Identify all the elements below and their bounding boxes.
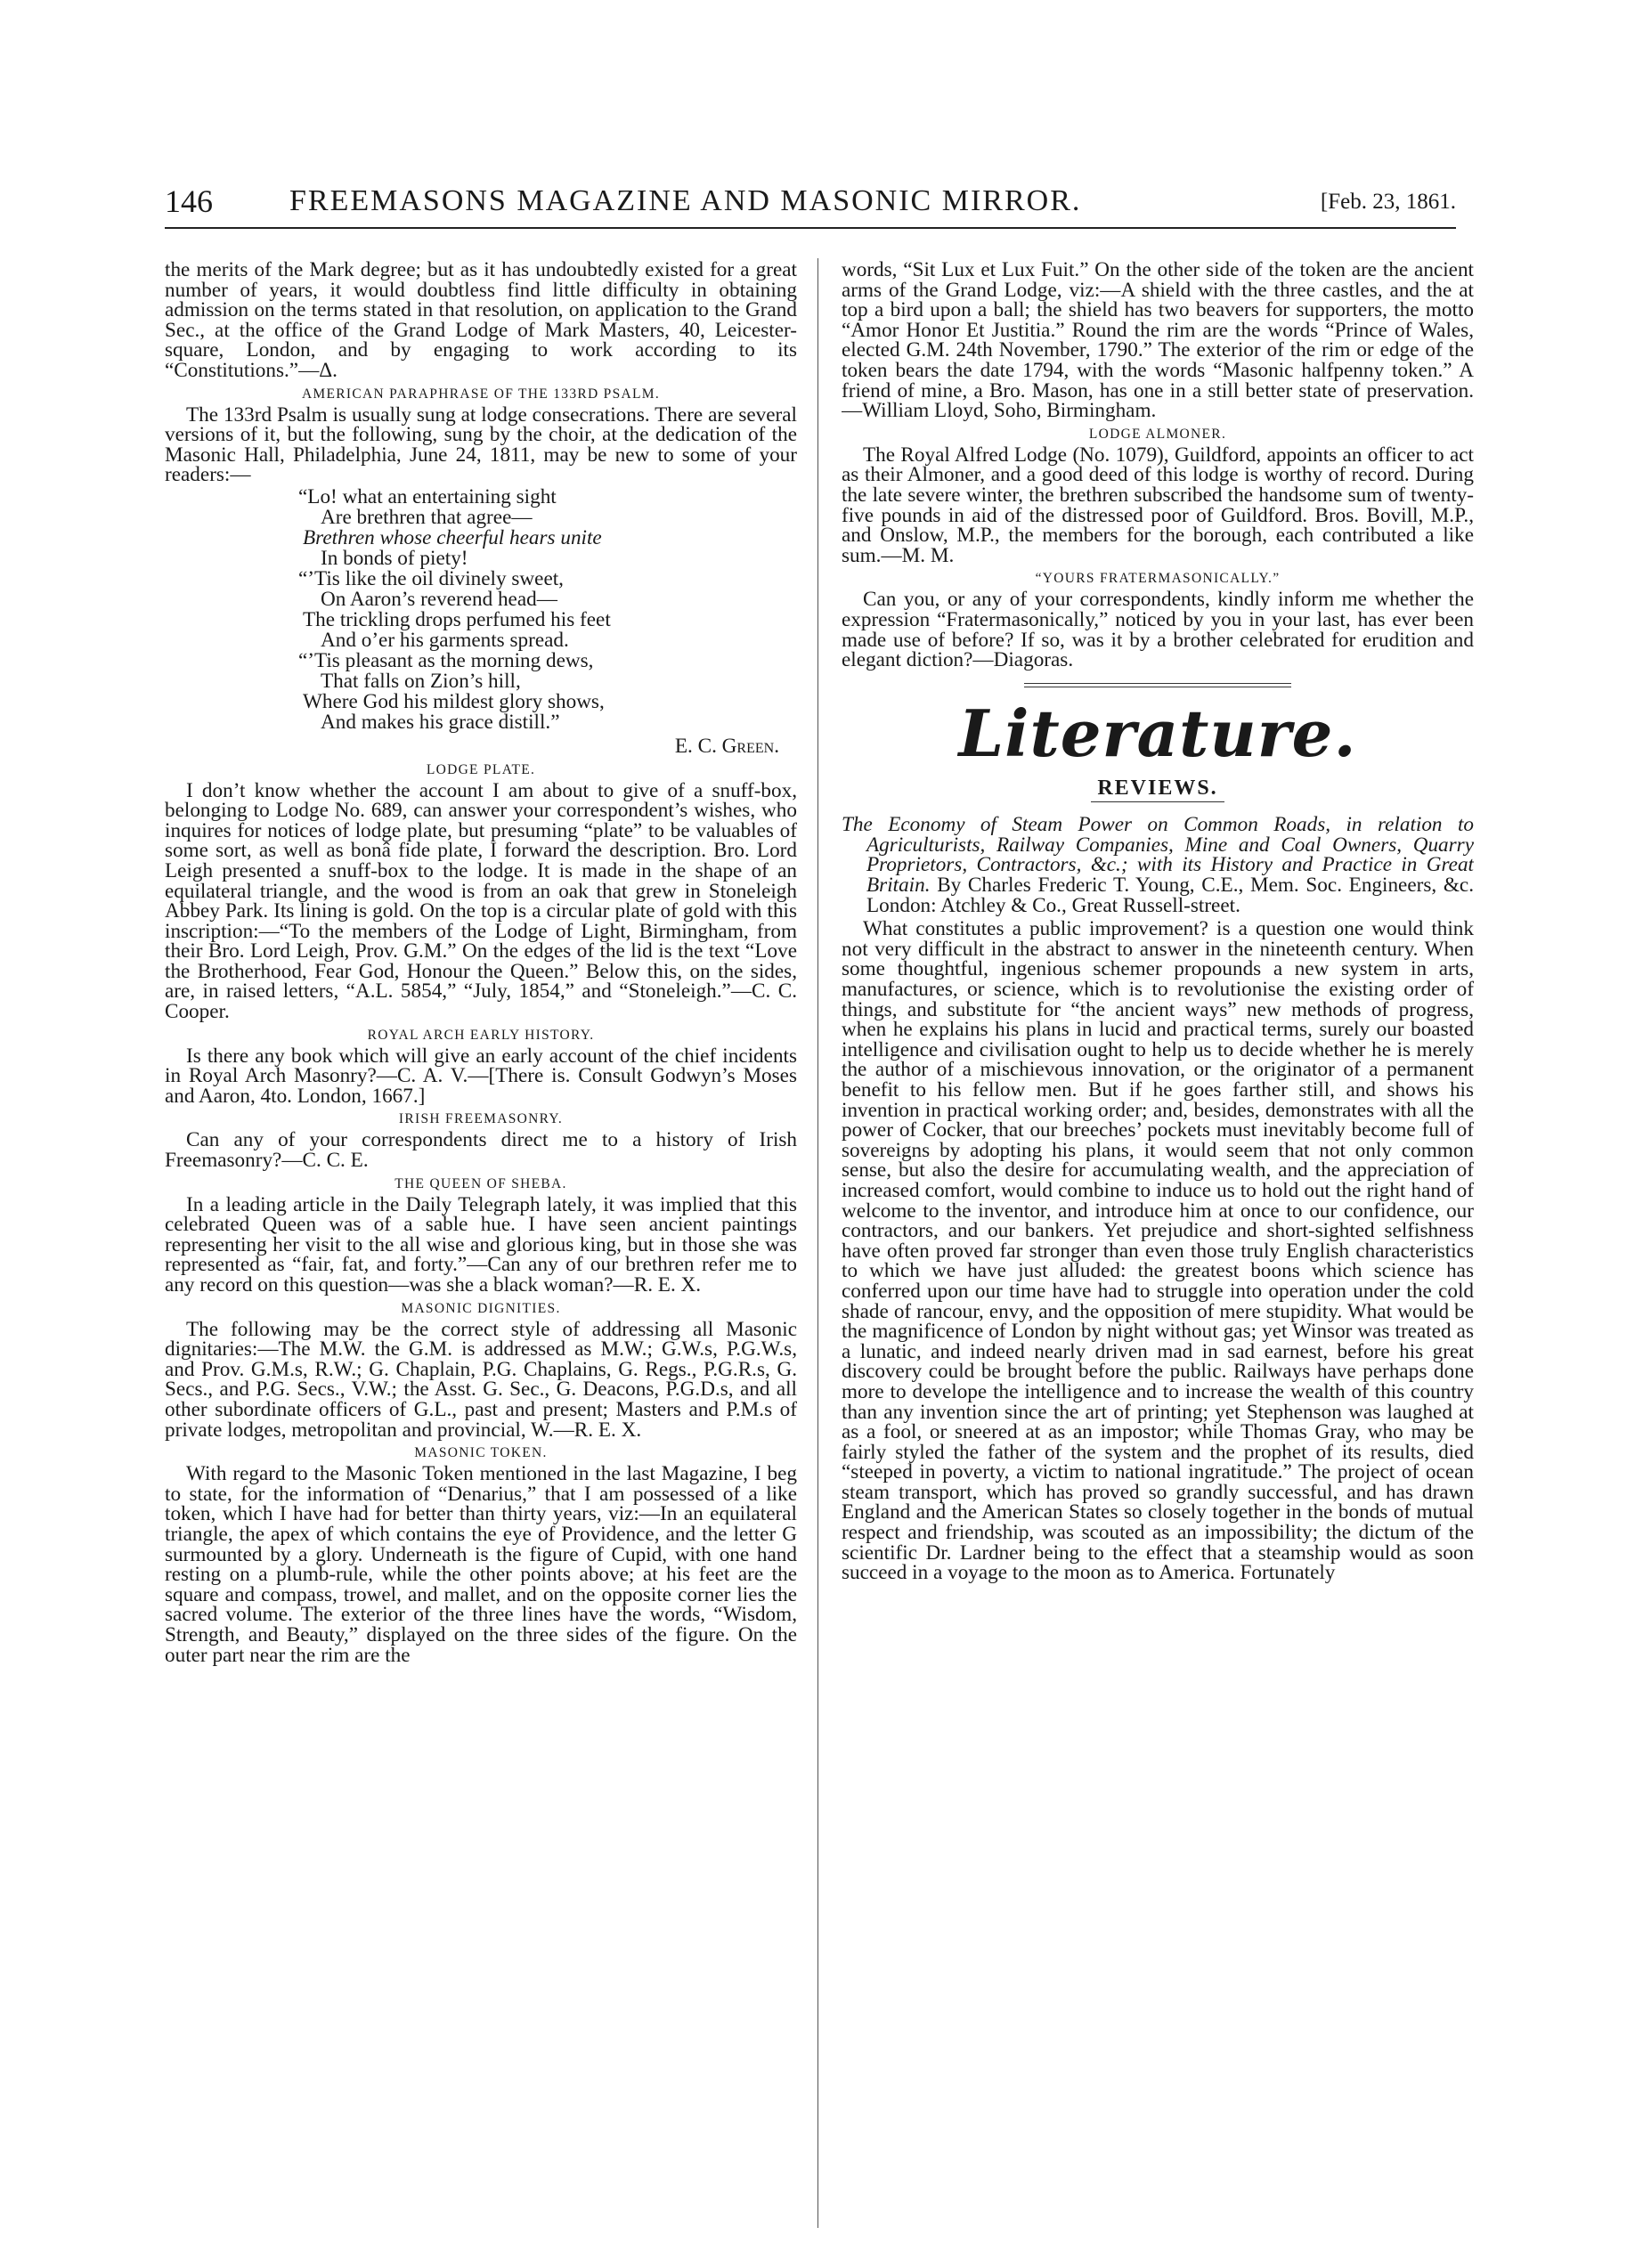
masonic-dignities-paragraph: The following may be the correct style of addressing all Masonic dignitaries:—The M.W. the G.M. is addressed as M.W.; G.W.s, P.G.W.s, and Prov. G.M.s, R.W.; G. Chaplain, P.G. Chaplains, G. Regs., P.G.R.s, G. Secs., and P.G. Secs., V.W.; the Asst. G. Sec., G. Deacons, P.G.D.s, and all other subordinate officers of G.L., past and present; Masters and P.M.s of private lodges, metropolitan and provincial, W.—R. E. X. <box>165 1317 797 1442</box>
psalm-verse <box>165 484 797 734</box>
column-divider <box>817 258 818 2228</box>
review-paragraph: What constitutes a public improvement? is a question one would think not very difficult in the abstract to answer in the nineteenth century. When some thoughtful, ingenious schemer propounds a new system in arts, manufactures, or science, which is to revolutionise the existing order of things, and substitute for “the ancient ways” new methods of progress, when he explains his plans in lucid and practical terms, surely our boasted intelligence and civilisation ought to help us to decide whether he is merely the author of a mischievous innovation, or the originator of a permanent benefit to his fellow men. But if he goes farther still, and shows his invention in practical working order; and, besides, demonstrates with all the power of Cocker, that our breeches’ pockets must inevitably become full of sovereigns by adopting his plans, it would seem that not only common sense, but also the desire for accumulating wealth, and the appreciation of increased comfort, would combine to induce us to hold out the right hand of welcome to the inventor, and introduce him at once to our confidence, our contractors, and our bankers. Yet prejudice and short-sighted selfishness have often proved far stronger than even those truly English characteristics to which we have just alluded: the greatest boons which science has conferred upon our time have had to struggle into operation under the cold shade of rancour, envy, and the opposition of mere stupidity. What would be the magnificence of London by night without gas; yet Winsor was treated as a lunatic, and indeed nearly driven mad in sad earnest, before his great discovery could be brought before the public. Railways have perhaps done more to develope the intelligence and to increase the wealth of this country than any invention since the art of printing; yet Stephenson was laughed at as a fool, or sneered at as an impostor; while Thomas Gray, who may be fairly styled the father of the system and the prophet of its results, died “steeped in poverty, a victim to national ingratitude.” The project of ocean steam transport, which has proved so grandly successful, and has drawn England and the American States so closely together in the bonds of mutual respect and friendship, was scouted as an impossibility; the dictum of the scientific Dr. Lardner being to the effect that a steamship would as soon succeed in a voyage to the moon as to America. Fortunately <box>842 917 1474 1585</box>
verse-line: Where God his mildest glory shows, <box>303 689 605 713</box>
verse-line: That falls on Zion’s hill, <box>321 669 521 693</box>
lodge-plate-heading: LODGE PLATE. <box>426 761 536 777</box>
verse-line: “Lo! what an entertaining sight <box>298 484 557 508</box>
page-number: 146 <box>165 183 213 219</box>
verse-line: On Aaron’s reverend head— <box>321 587 557 611</box>
lodge-plate-paragraph: I don’t know whether the account I am about to give of a snuff-box, belonging to Lodge No. 689, can answer your correspondent’s wishes, who inquires for notices of lodge plate, but presuming “plate” to be valuables of some sort, as well as bonâ fide plate, I forward the description. Bro. Lord Leigh presented a snuff-box to the lodge. It is made in the shape of an equilateral triangle, and the wood is from an oak that grew in Stoneleigh Abbey Park. Its lining is gold. On the top is a circular plate of gold with this inscription:—“To the members of the Lodge of Light, Birmingham, from their Bro. Lord Leigh, Prov. G.M.” On the edges of the lid is the text “Love the Brotherhood, Fear God, Honour the Queen.” Below this, on the sides, are, in raised letters, “A.L. 5854,” “July, 1854,” and “Stoneleigh.”—C. C. Cooper. <box>165 778 797 1024</box>
verse-line: Brethren whose cheerful hears unite <box>303 525 602 549</box>
verse-line: “’Tis pleasant as the morning dews, <box>298 648 594 672</box>
verse-line: And o’er his garments spread. <box>321 628 569 652</box>
section-rule <box>1024 683 1291 687</box>
lodge-almoner-paragraph: The Royal Alfred Lodge (No. 1079), Guildford, appoints an officer to act as their Almoner, and a good deed of this lodge is worthy of record. During the late severe winter, the brethren subscribed the handsome sum of twenty-five pounds in aid of the distressed poor of Guildford. Bros. Bovill, M.P., and Onslow, M.P., the members for the borough, each contributed a like sum.—M. M. <box>842 443 1474 567</box>
left-column <box>165 260 797 2228</box>
verse-line: “’Tis like the oil divinely sweet, <box>298 566 564 590</box>
literature-heading: Literature. <box>958 695 1357 771</box>
mark-degree-paragraph: the merits of the Mark degree; but as it has undoubtedly existed for a great number of years, it would doubtless find little difficulty in obtaining admission on the terms stated in that resolution, on application to the Grand Sec., at the office of the Grand Lodge of Mark Masters, 40, Leicester-square, London, and by engaging to work according to its “Constitutions.”—Δ. <box>165 260 797 382</box>
masonic-dignities-heading: MASONIC DIGNITIES. <box>401 1300 561 1316</box>
royal-arch-paragraph: Is there any book which will give an early account of the chief incidents in Royal Arch Masonry?—C. A. V.—[There is. Consult Godwyn’s Moses and Aaron, 4to. London, 1667.] <box>165 1044 797 1108</box>
psalm-signature: E. C. Green. <box>674 734 779 758</box>
queen-of-sheba-heading: THE QUEEN OF SHEBA. <box>394 1175 567 1191</box>
fratermasonically-paragraph: Can you, or any of your correspondents, kindly inform me whether the expression “Fratermasonically,” noticed by you in your last, has ever been made use of before? If so, was it by a brother celebrated for erudition and elegant diction?—Diagoras. <box>842 588 1474 672</box>
psalm-paragraph: The 133rd Psalm is usually sung at lodge consecrations. There are several versions of it, but the following, sung by the choir, at the dedication of the Masonic Hall, Philadelphia, June 24, 1811, may be new to some of your readers:— <box>165 402 797 487</box>
book-author: By Charles Frederic T. Young, C.E., Mem. Soc. Engineers, &c. London: Atchley & Co., Great Russell-street. <box>866 874 1474 917</box>
verse-line: In bonds of piety! <box>321 546 468 570</box>
book-title: The Economy of Steam Power on Common Roads, in relation to Agriculturists, Railway Companies, Mine and Coal Owners, Quarry Proprietors, Contractors, &c.; with its History and Practice in Great Britain. <box>842 813 1474 898</box>
verse-line: And makes his grace distill.” <box>321 710 560 734</box>
masonic-token-continued: words, “Sit Lux et Lux Fuit.” On the other side of the token are the ancient arms of the Grand Lodge, viz:—A shield with the three castles, and the at top a bird upon a ball; the shield has two beavers for supporters, the motto “Amor Honor Et Justitia.” Round the rim are the words “Prince of Wales, elected G.M. 24th November, 1790.” The exterior of the rim or edge of the token bears the date 1794, with the words “Masonic halfpenny token.” A friend of mine, a Bro. Mason, has one in a still better state of preservation.—William Lloyd, Soho, Birmingham. <box>842 260 1474 423</box>
masonic-token-heading: MASONIC TOKEN. <box>414 1445 548 1461</box>
lodge-almoner-heading: LODGE ALMONER. <box>1088 426 1227 442</box>
right-column <box>842 260 1474 2228</box>
verse-line: The trickling drops perfumed his feet <box>303 607 611 631</box>
psalm-heading: AMERICAN PARAPHRASE OF THE 133RD PSALM. <box>301 386 661 402</box>
reviews-rule <box>1091 801 1224 802</box>
fratermasonically-heading: “YOURS FRATERMASONICALLY.” <box>1035 571 1281 587</box>
book-citation <box>842 815 1474 915</box>
verse-line: Are brethren that agree— <box>321 505 533 529</box>
reviews-heading: REVIEWS. <box>1097 776 1218 800</box>
page-header <box>165 183 1456 229</box>
issue-date: [Feb. 23, 1861. <box>1320 190 1456 214</box>
masonic-token-paragraph: With regard to the Masonic Token mentioned in the last Magazine, I beg to state, for the information of “Denarius,” that I am possessed of a like token, which I have had for better than thirty years, viz:—In an equilateral triangle, the apex of which contains the eye of Providence, and the letter G surmounted by a glory. Underneath is the figure of Cupid, with one hand resting on a plumb-rule, while the other points above; at his feet are the square and compass, trowel, and mallet, and on the opposite corner lies the sacred volume. The exterior of the three lines have the words, “Wisdom, Strength, and Beauty,” displayed on the three sides of the figure. On the outer part near the rim are the <box>165 1462 797 1667</box>
irish-freemasonry-heading: IRISH FREEMASONRY. <box>398 1111 564 1127</box>
irish-freemasonry-paragraph: Can any of your correspondents direct me to a history of Irish Freemasonry?—C. C. E. <box>165 1128 797 1173</box>
magazine-title: FREEMASONS MAGAZINE AND MASONIC MIRROR. <box>289 184 1082 217</box>
queen-of-sheba-paragraph: In a leading article in the Daily Telegraph lately, it was implied that this celebrated Queen was of a sable hue. I have seen ancient paintings representing her visit to the all wise and glorious king, but in those she was represented as “fair, fat, and forty.”—Can any of our brethren refer me to any record on this question—was she a black woman?—R. E. X. <box>165 1192 797 1297</box>
royal-arch-heading: ROYAL ARCH EARLY HISTORY. <box>367 1027 595 1043</box>
